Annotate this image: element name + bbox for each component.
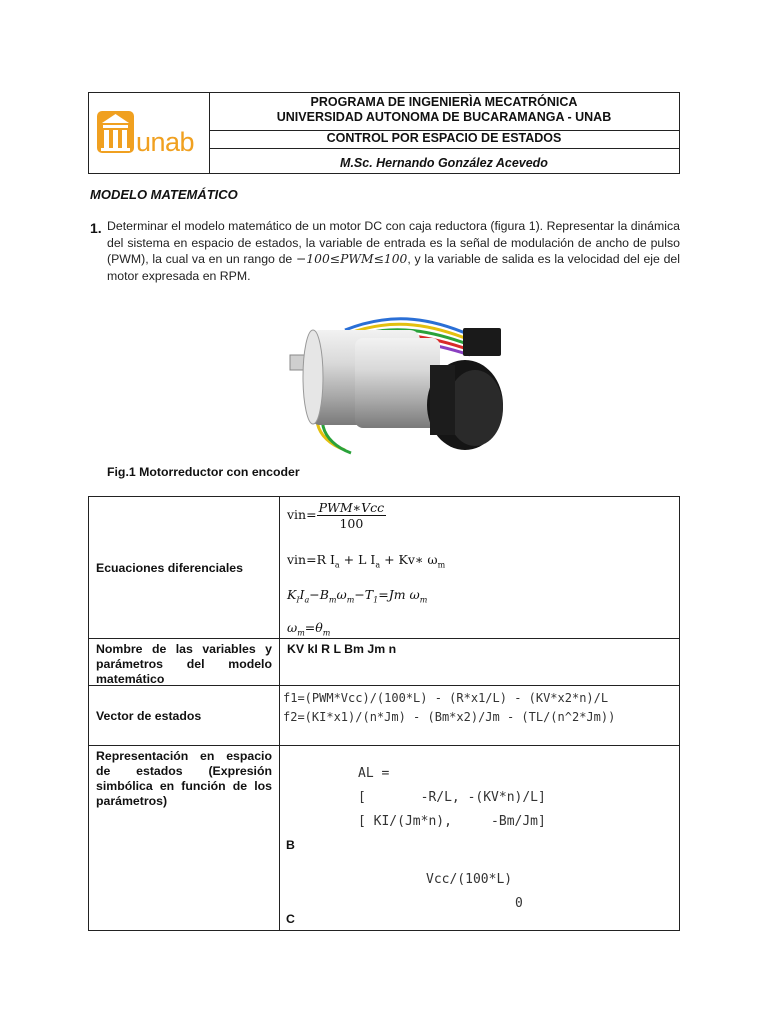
eq2-part2: + L I	[339, 552, 376, 567]
matrix-al-row2: [ KI/(Jm*n), -Bm/Jm]	[358, 814, 546, 829]
state-equation-f1: f1=(PWM*Vcc)/(100*L) - (R*x1/L) - (KV*x2*n)/L	[283, 691, 609, 705]
state-equation-f2: f2=(KI*x1)/(n*Jm) - (Bm*x2)/Jm - (TL/(n^2*Jm))	[283, 710, 616, 724]
unab-logo	[89, 93, 210, 173]
matrix-b-label: B	[286, 838, 295, 852]
eq4-part1: ω	[287, 620, 298, 635]
matrix-c-label: C	[286, 912, 295, 926]
eq2-part3: + Kv∗ ω	[380, 552, 438, 567]
row-label-state-vector	[88, 685, 280, 746]
question-text-part2: , y la variable de salida es la velocidad del eje del motor expresada en RPM.	[107, 252, 680, 283]
eq1-lhs: vin=	[287, 507, 317, 522]
row3-label-text: Vector de estados	[96, 708, 202, 723]
question-text-part1: Determinar el modelo matemático de un motor DC con caja reductora (figura 1). Representar la dinámica del sistema en espacio de estados, la variable de entrada es la señal de modulación de ancho de pulso (PWM), la cual va en un rango de	[107, 219, 680, 266]
motor-encoder-image	[275, 310, 515, 460]
equation-vin-circuit: vin=R $I_a + L$ $I_a$ + Kv∗ $\omega_m$	[287, 552, 446, 570]
question-number: 1.	[90, 220, 102, 236]
row1-label-text: Ecuaciones diferenciales	[96, 560, 243, 575]
logo-text: unab	[136, 127, 195, 157]
header-program-cell	[209, 93, 679, 131]
equation-torque: $K_II_a-B_m\omega_m-T_1=Jm$ $\omega_m$	[287, 587, 428, 605]
section-title: MODELO MATEMÁTICO	[90, 187, 238, 202]
university-name: UNIVERSIDAD AUTONOMA DE BUCARAMANGA - UNAB	[276, 110, 612, 124]
eq1-denominator: 100	[339, 516, 364, 531]
variables-value: KV kI R L Bm Jm n	[279, 638, 680, 686]
eq3-part1: K	[287, 587, 297, 602]
pwm-range: −100≤PWM≤100	[296, 252, 408, 266]
matrix-b-row1: Vcc/(100*L)	[426, 872, 513, 887]
differential-equations-cell	[279, 496, 680, 639]
question-text	[107, 218, 680, 284]
eq1-numerator: PWM∗Vcc	[318, 500, 385, 515]
matrix-b-row2: 0	[515, 896, 523, 911]
course-name: CONTROL POR ESPACIO DE ESTADOS	[209, 128, 679, 149]
figure-caption: Fig.1 Motorreductor con encoder	[107, 465, 300, 479]
state-vector-cell	[279, 685, 680, 746]
row-label-state-space-representation: Representación en espacio de estados (Expresión simbólica en función de los parámetros)	[88, 745, 280, 931]
matrix-al-row1: [ -R/L, -(KV*n)/L]	[358, 790, 546, 805]
model-table	[88, 496, 680, 931]
program-name: PROGRAMA DE INGENIERÌA MECATRÓNICA	[310, 95, 578, 109]
header-table	[88, 92, 680, 174]
equation-vin-pwm	[287, 500, 386, 531]
state-space-cell	[279, 745, 680, 931]
eq2-part1: vin=R I	[287, 552, 335, 567]
matrix-al-label: AL =	[358, 766, 390, 781]
professor-name: M.Sc. Hernando González Acevedo	[340, 156, 548, 170]
equation-omega: $\omega_m=\theta_m$	[287, 620, 331, 638]
row-label-differential-equations	[88, 496, 280, 639]
row-label-variables: Nombre de las variables y parámetros del modelo matemático	[88, 638, 280, 686]
